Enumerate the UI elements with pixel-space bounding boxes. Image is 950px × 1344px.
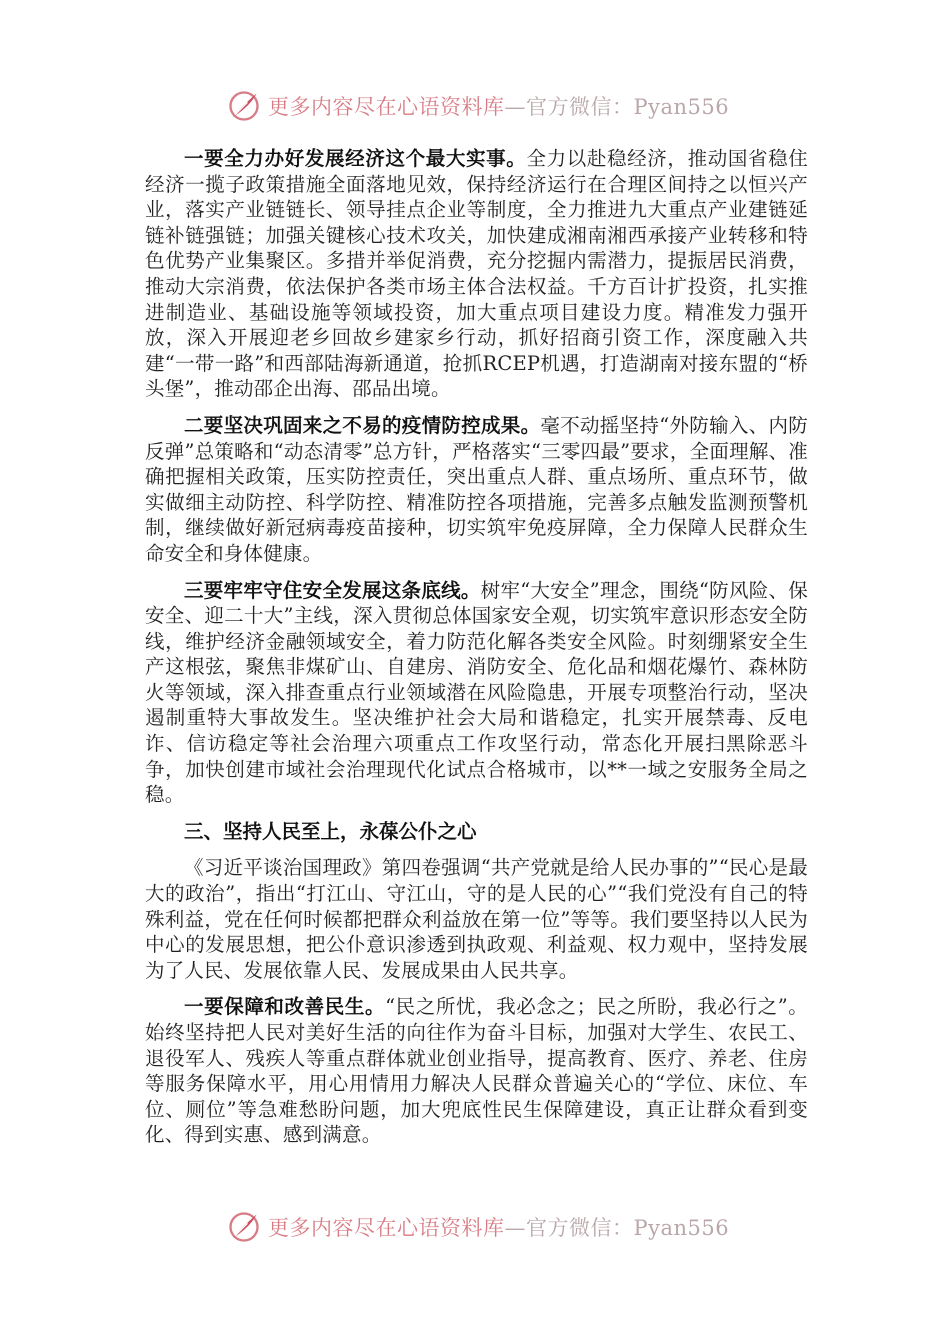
- section-heading: 三、坚持人民至上，永葆公仆之心: [184, 819, 477, 843]
- paragraph-economy: 一要全力办好发展经济这个最大实事。全力以赴稳经济，推动国省稳住经济一揽子政策措施全面落地见效，保持经济运行在合理区间持之以恒兴产业，落实产业链链长、领导挂点企业等制度，全力推进九大重点产业建链延链补链强链；加强关键核心技术攻关，加快建成湘南湘西承接产业转移和特色优势产业集聚区。多措并举促消费，充分挖掘内需潜力，提振居民消费，推动大宗消费，依法保护各类市场主体合法权益。千方百计扩投资，扎实推进制造业、基础设施等领域投资，加大重点项目建设力度。精准发力强开放，深入开展迎老乡回故乡建家乡行动，抓好招商引资工作，深度融入共建“一带一路”和西部陆海新通道，抢抓RCEP机遇，打造湖南对接东盟的“桥头堡”，推动邵企出海、邵品出境。: [145, 147, 808, 401]
- quill-logo-icon: [226, 88, 262, 124]
- banner-text: 更多内容尽在心语资料库—官方微信：Pyan556: [268, 1216, 730, 1240]
- paragraph-epidemic: 二要坚决巩固来之不易的疫情防控成果。毫不动摇坚持“外防输入、内防反弹”总策略和“动态清零”总方针，严格落实“三零四最”要求，全面理解、准确把握相关政策，压实防控责任，突出重点人群、重点场所、重点环节，做实做细主动防控、科学防控、精准防控各项措施，完善多点触发监测预警机制，继续做好新冠病毒疫苗接种，切实筑牢免疫屏障，全力保障人民群众生命安全和身体健康。: [145, 413, 808, 565]
- banner-text: 更多内容尽在心语资料库—官方微信：Pyan556: [268, 95, 730, 119]
- header-banner: [226, 86, 729, 126]
- paragraph-safety: 三要牢牢守住安全发展这条底线。树牢“大安全”理念，围绕“防风险、保安全、迎二十大”主线，深入贯彻总体国家安全观，切实筑牢意识形态安全防线，维护经济金融领域安全，着力防范化解各类安全风险。时刻绷紧安全生产这根弦，聚焦非煤矿山、自建房、消防安全、危化品和烟花爆竹、森林防火等领域，深入排查重点行业领域潜在风险隐患，开展专项整治行动，坚决遏制重特大事故发生。坚决维护社会大局和谐稳定，扎实开展禁毒、反电诈、信访稳定等社会治理六项重点工作攻坚行动，常态化开展扫黑除恶斗争，加快创建市域社会治理现代化试点合格城市，以**一域之安服务全局之稳。: [145, 578, 808, 807]
- quill-logo-icon: [226, 1209, 262, 1245]
- document-body: [145, 146, 808, 1159]
- paragraph-livelihood: 一要保障和改善民生。“民之所忧，我必念之；民之所盼，我必行之”。始终坚持把人民对美好生活的向往作为奋斗目标，加强对大学生、农民工、退役军人、残疾人等重点群体就业创业指导，提高教育、医疗、养老、住房等服务保障水平，用心用情用力解决人民群众普遍关心的“学位、床位、车位、厕位”等急难愁盼问题，加大兜底性民生保障建设，真正让群众看到变化、得到实惠、感到满意。: [145, 995, 808, 1147]
- paragraph-intro: 《习近平谈治国理政》第四卷强调“共产党就是给人民办事的”“民心是最大的政治”，指出“打江山、守江山，守的是人民的心”“我们党没有自己的特殊利益，党在任何时候都把群众利益放在第一位”等等。我们要坚持以人民为中心的发展思想，把公仆意识渗透到执政观、利益观、权力观中，坚持发展为了人民、发展依靠人民、发展成果由人民共享。: [145, 856, 808, 982]
- footer-banner: [226, 1207, 729, 1247]
